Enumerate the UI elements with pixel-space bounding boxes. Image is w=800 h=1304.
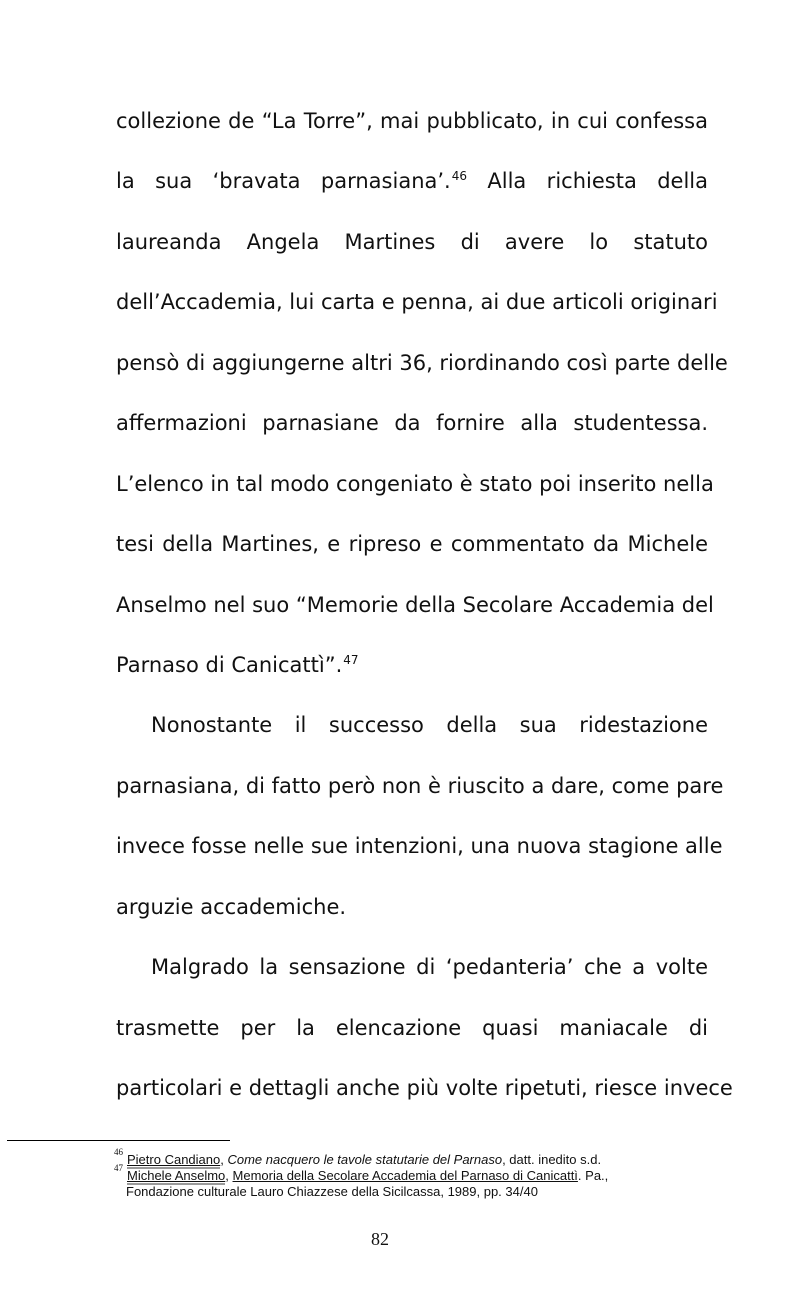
- footnote-number: 47: [114, 1162, 123, 1173]
- footnote-author[interactable]: Pietro Candiano: [127, 1152, 221, 1167]
- footnote-number: 46: [114, 1146, 123, 1157]
- text-line: dell’Accademia, lui carta e penna, ai due articoli originari: [116, 290, 718, 315]
- text-line: [116, 151, 708, 211]
- text-line: parnasiana, di fatto però non è riuscito a dare, come pare: [116, 773, 724, 798]
- text-line: Anselmo nel suo “Memorie della Secolare Accademia del: [116, 592, 714, 617]
- footnote-ref-46[interactable]: 46: [451, 169, 467, 184]
- text-line: particolari e dettagli anche più volte ripetuti, riesce invece: [116, 1076, 733, 1100]
- text-line: Malgrado la sensazione di ‘pedanteria’ che a volte: [151, 955, 708, 980]
- text-line: collezione de “La Torre”, mai pubblicato, in cui confessa: [116, 109, 708, 133]
- footnote-author[interactable]: Michele Anselmo: [127, 1168, 226, 1183]
- footnotes: [114, 1146, 714, 1200]
- footnote-rest: , datt. inedito s.d.: [502, 1152, 602, 1167]
- footnote-title: Come nacquero le tavole statutarie del Parnaso: [227, 1152, 503, 1167]
- text-line: [116, 635, 708, 695]
- text-fragment: Alla richiesta della: [467, 169, 708, 194]
- page-number: 82: [371, 1229, 389, 1249]
- body-text: [116, 91, 733, 1118]
- footnote-separator: [7, 1140, 230, 1141]
- text-line: invece fosse nelle sue intenzioni, una nuova stagione alle: [116, 834, 723, 859]
- text-line: affermazioni parnasiane da fornire alla studentessa.: [116, 411, 708, 436]
- text-line: Nonostante il successo della sua ridestazione: [151, 713, 708, 738]
- footnote-title[interactable]: Memoria della Secolare Accademia del Parnaso di Canicattì: [232, 1168, 578, 1183]
- text-line: arguzie accademiche.: [116, 894, 347, 919]
- footnote-rest: . Pa.,: [577, 1168, 609, 1183]
- footnote-ref-47[interactable]: 47: [343, 652, 359, 667]
- text-fragment: la sua ‘bravata parnasiana’.: [116, 169, 451, 194]
- text-fragment: Parnaso di Canicattì”.: [116, 652, 343, 677]
- text-line: L’elenco in tal modo congeniato è stato poi inserito nella: [116, 471, 714, 496]
- text-line: trasmette per la elencazione quasi maniacale di: [116, 1015, 708, 1040]
- footnote-continuation: Fondazione culturale Lauro Chiazzese della Sicilcassa, 1989, pp. 34/40: [126, 1184, 538, 1199]
- text-line: pensò di aggiungerne altri 36, riordinando così parte delle: [116, 350, 728, 375]
- footnote-47: $^{47}$Michele Anselmo, Memoria della Secolare Accademia del Parnaso di Canicattì. Pa., Fondazione culturale Lauro Chiazzese della Sicilcassa, 1989, pp. 34/40: [114, 1168, 714, 1200]
- text-line: tesi della Martines, e ripreso e commentato da Michele: [116, 532, 708, 557]
- footnote-46: $^{46}$Pietro Candiano, Come nacquero le tavole statutarie del Parnaso, datt. inedito s.d.: [114, 1146, 602, 1167]
- text-line: laureanda Angela Martines di avere lo statuto: [116, 229, 708, 254]
